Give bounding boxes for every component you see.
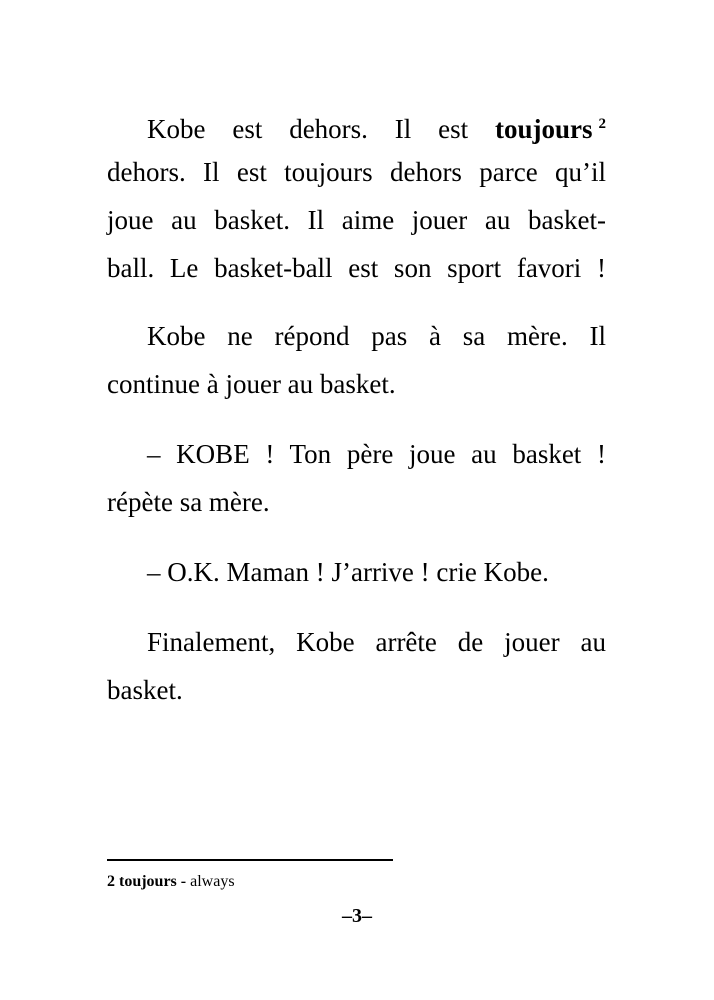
paragraph-3-line-1: – KOBE ! Ton père joue au basket ! [147,439,606,469]
paragraph-1-text: Kobe est dehors. Il est [147,114,495,144]
paragraph-1-line-3: joue au basket. Il aime jouer au basket- [107,205,606,235]
footnote-divider [107,859,393,861]
paragraph-1-line-4: ball. Le basket-ball est son sport favori ! [107,253,606,283]
highlighted-word: toujours [494,114,593,144]
paragraph-3-line-2: répète sa mère. [107,487,270,517]
footnote-definition: always [186,873,235,890]
footnote-marker: 2 [598,116,606,132]
paragraph-5-line-1: Finalement, Kobe arrête de jouer au [147,627,606,657]
footnote-term: 2 toujours - [107,873,187,890]
paragraph-2-line-1: Kobe ne répond pas à sa mère. Il [147,321,606,351]
paragraph-2-line-2: continue à jouer au basket. [107,369,396,399]
footnote [107,872,235,892]
page-number: –3– [342,905,372,927]
paragraph-5-line-2: basket. [107,675,183,705]
paragraph-1-line-2: dehors. Il est toujours dehors parce qu’il [107,157,606,187]
paragraph-4-line-1: – O.K. Maman ! J’arrive ! crie Kobe. [147,557,549,587]
paragraph-1-line-1 [107,100,606,153]
